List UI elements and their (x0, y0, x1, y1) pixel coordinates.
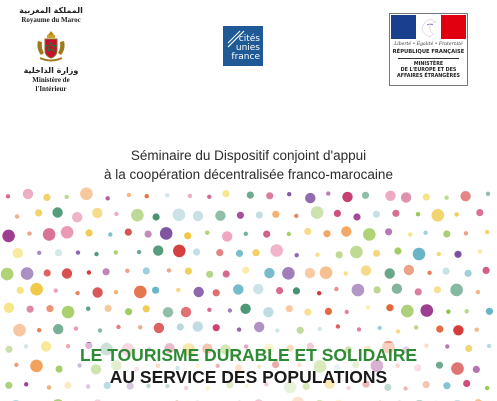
decorative-dot (13, 324, 26, 337)
decorative-dot (465, 309, 469, 313)
decorative-dot (401, 192, 411, 202)
decorative-dot (137, 250, 141, 254)
decorative-dot (177, 323, 184, 330)
decorative-dot (475, 328, 479, 332)
republique-motto: Liberté • Égalité • Fraternité (394, 42, 463, 47)
decorative-dot (443, 268, 450, 275)
decorative-dot (75, 291, 79, 295)
decorative-dot (336, 251, 343, 258)
moroccan-coat-of-arms-icon (34, 29, 68, 63)
decorative-dot (143, 267, 150, 274)
decorative-dot (454, 251, 461, 258)
decorative-dot (205, 231, 209, 235)
decorative-dot (446, 310, 450, 314)
decorative-dot (240, 304, 250, 314)
decorative-dot (427, 271, 431, 275)
decorative-dot (94, 252, 98, 256)
logo-royaume-du-maroc (18, 6, 84, 94)
decorative-dot (353, 213, 360, 220)
decorative-dot (37, 328, 41, 332)
decorative-dot (485, 230, 489, 234)
ministry-line: AFFAIRES ÉTRANGÈRES (397, 74, 460, 79)
decorative-dot (153, 213, 160, 220)
decorative-dot (54, 288, 58, 292)
decorative-dot (386, 304, 393, 311)
decorative-dot (160, 227, 173, 240)
decorative-dot (352, 284, 365, 297)
decorative-dot (92, 208, 102, 218)
decorative-dot (206, 271, 213, 278)
decorative-dot (15, 214, 19, 218)
decorative-dot (237, 327, 241, 331)
decorative-dot (318, 327, 322, 331)
decorative-dot (363, 228, 376, 241)
decorative-dot (401, 305, 414, 318)
maroc-arabic-ministry: وزارة الداخلية (23, 66, 79, 75)
decorative-dot (116, 325, 120, 329)
seminar-heading (0, 146, 497, 184)
ministry-line: MINISTÈRE (413, 62, 444, 67)
decorative-dot (173, 245, 186, 258)
decorative-dot (76, 250, 80, 254)
decorative-dot (72, 212, 82, 222)
decorative-dot (350, 246, 363, 259)
decorative-dot (98, 328, 102, 332)
decorative-dot (287, 232, 291, 236)
decorative-dot (125, 269, 129, 273)
decorative-dot (254, 322, 264, 332)
decorative-dot (62, 306, 75, 319)
logo-cites-unies-france (223, 26, 263, 66)
decorative-dot (108, 232, 112, 236)
decorative-dot (465, 270, 472, 277)
decorative-dot (125, 308, 132, 315)
decorative-dot (65, 195, 69, 199)
decorative-dot (92, 287, 102, 297)
decorative-dot (454, 212, 458, 216)
decorative-dot (423, 193, 430, 200)
decorative-dot (256, 211, 263, 218)
decorative-dot (43, 228, 56, 241)
decorative-dot (476, 290, 480, 294)
decorative-dot (460, 191, 470, 201)
decorative-dot (222, 190, 229, 197)
decorative-dot (46, 305, 53, 312)
decorative-dot (434, 286, 441, 293)
decorative-dot (153, 245, 163, 255)
decorative-dot (266, 192, 273, 199)
decorative-dot (476, 209, 483, 216)
decorative-dot (222, 231, 232, 241)
decorative-dot (264, 268, 274, 278)
decorative-dot (486, 192, 490, 196)
decorative-dot (134, 286, 147, 299)
decorative-dot (444, 196, 448, 200)
decorative-dot (125, 229, 132, 236)
decorative-dot (207, 195, 211, 199)
decorative-dot (432, 209, 445, 222)
decorative-dot (334, 210, 341, 217)
decorative-dot (27, 306, 34, 313)
decorative-dot (374, 286, 381, 293)
decorative-dot (408, 232, 412, 236)
decorative-dot (423, 231, 427, 235)
decorative-dot (341, 226, 351, 236)
decorative-dot (6, 194, 10, 198)
decorative-dot (55, 249, 62, 256)
cites-line1: cités (238, 34, 260, 44)
decorative-dot (443, 230, 450, 237)
decorative-dot (181, 307, 191, 317)
decorative-dot (294, 214, 298, 218)
decorative-dot (293, 287, 300, 294)
decorative-dot (163, 307, 173, 317)
decorative-dot (287, 192, 291, 196)
decorative-dot (154, 323, 164, 333)
maroc-arabic-title: المملكة المغربية (19, 6, 83, 15)
decorative-dot (13, 248, 23, 258)
decorative-dot (213, 324, 220, 331)
decorative-dot (378, 326, 382, 330)
decorative-dot (336, 324, 340, 328)
decorative-dot (421, 304, 434, 317)
decorative-dot (131, 209, 144, 222)
decorative-dot (43, 194, 50, 201)
decorative-dot (23, 189, 33, 199)
decorative-dot (103, 268, 110, 275)
decorative-dot (373, 250, 380, 257)
decorative-dot (215, 211, 225, 221)
decorative-dot (237, 212, 244, 219)
decorative-dot (317, 291, 321, 295)
decorative-dot (342, 192, 352, 202)
ministry-line: DE L'EUROPE ET DES (400, 68, 457, 73)
seminar-line1: Séminaire du Dispositif conjoint d'appui (130, 148, 367, 163)
decorative-dot (311, 206, 324, 219)
decorative-dot (394, 247, 401, 254)
decorative-dot (320, 266, 333, 279)
decorative-dot (21, 267, 34, 280)
decorative-dot (373, 211, 380, 218)
decorative-dot (53, 324, 63, 334)
decorative-dot (270, 244, 283, 257)
decorative-dot (247, 192, 254, 199)
decorative-dot (85, 229, 92, 236)
decorative-dot (35, 209, 42, 216)
decorative-dot (193, 321, 203, 331)
title-line-1: LE TOURISME DURABLE ET SOLIDAIRE (79, 345, 418, 365)
decorative-dot (414, 325, 418, 329)
decorative-dot (27, 231, 31, 235)
decorative-dot (185, 268, 192, 275)
decorative-dot (244, 232, 248, 236)
decorative-dot (275, 328, 279, 332)
decorative-dot (143, 305, 150, 312)
decorative-dot (145, 194, 149, 198)
decorative-dot (478, 249, 482, 253)
decorative-dot (223, 270, 230, 277)
decorative-dot (236, 250, 243, 257)
cites-line3: france (231, 52, 260, 62)
decorative-dot (105, 305, 112, 312)
decorative-dot (326, 191, 330, 195)
decorative-dot (437, 252, 441, 256)
decorative-dot (315, 253, 319, 257)
decorative-dot (392, 284, 402, 294)
decorative-dot (453, 325, 463, 335)
decorative-dot (80, 188, 93, 201)
decorative-dot (213, 289, 220, 296)
decorative-dot (2, 230, 15, 243)
decorative-dot (286, 305, 293, 312)
decorative-dot (114, 250, 118, 254)
decorative-dot (145, 231, 152, 238)
decorative-dot (385, 228, 392, 235)
decorative-dot (436, 326, 443, 333)
decorative-dot (176, 288, 180, 292)
decorative-dot (334, 287, 338, 291)
decorative-dot (276, 287, 283, 294)
decorative-dot (297, 327, 304, 334)
marianne-flag-icon (391, 15, 466, 39)
decorative-dot (184, 232, 191, 239)
decorative-dot (1, 268, 14, 281)
republique-divider (398, 58, 459, 59)
decorative-dot (362, 192, 369, 199)
decorative-dot (305, 268, 315, 278)
decorative-dot (385, 268, 395, 278)
decorative-dot (30, 283, 43, 296)
decorative-dot (450, 284, 463, 297)
decorative-dot (295, 253, 299, 257)
decorative-dot (152, 287, 159, 294)
decorative-dot (194, 287, 204, 297)
title-line-2: AU SERVICE DES POPULATIONS (109, 367, 388, 387)
decorative-dot (357, 327, 361, 331)
decorative-dot (114, 212, 118, 216)
decorative-dot (167, 268, 171, 272)
decorative-dot (62, 268, 72, 278)
decorative-dot (413, 248, 426, 261)
decorative-dot (361, 265, 371, 275)
decorative-dot (242, 267, 249, 274)
decorative-dot (345, 310, 349, 314)
decorative-dot (263, 231, 270, 238)
decorative-dot (385, 191, 395, 201)
decorative-dot (253, 284, 263, 294)
decorative-dot (233, 284, 243, 294)
decorative-dot (305, 193, 315, 203)
decorative-dot (37, 251, 41, 255)
decorative-dot (304, 228, 311, 235)
decorative-dot (52, 207, 62, 217)
decorative-dot (193, 211, 203, 221)
decorative-dot (127, 193, 131, 197)
seminar-line2: à la coopération décentralisée franco-marocaine (104, 167, 393, 182)
logo-republique-francaise (389, 13, 468, 86)
decorative-dot (207, 308, 211, 312)
decorative-dot (323, 230, 330, 237)
ministry-name (392, 62, 465, 80)
decorative-dot (44, 269, 51, 276)
decorative-dot (193, 248, 200, 255)
decorative-dot (173, 209, 186, 222)
decorative-dot (4, 303, 14, 313)
republique-name: RÉPUBLIQUE FRANÇAISE (392, 49, 465, 55)
decorative-dot (87, 270, 91, 274)
decorative-dot (344, 271, 348, 275)
decorative-dot (392, 210, 399, 217)
decorative-dot (366, 305, 370, 309)
maroc-french-title: Royaume du Maroc (21, 16, 81, 24)
decorative-dot (114, 290, 118, 294)
decorative-dot (228, 308, 232, 312)
decorative-dot (282, 267, 295, 280)
cites-line2: unies (235, 43, 260, 53)
decorative-dot (263, 307, 273, 317)
decorative-dot (325, 308, 332, 315)
decorative-dot (86, 307, 90, 311)
decorative-dot (272, 211, 279, 218)
decorative-dot (61, 226, 74, 239)
decorative-dot (464, 231, 468, 235)
decorative-dot (17, 287, 24, 294)
decorative-dot (106, 196, 110, 200)
decorative-dot (216, 249, 223, 256)
decorative-dot (165, 193, 169, 197)
decorative-dot (304, 309, 311, 316)
decorative-dot (188, 194, 192, 198)
decorative-dot (486, 308, 493, 315)
decorative-dot (252, 249, 259, 256)
decorative-dot (415, 288, 422, 295)
decorative-dot (138, 325, 142, 329)
decorative-dot (416, 212, 420, 216)
decorative-dot (396, 329, 400, 333)
decorative-dot (74, 326, 78, 330)
maroc-french-ministry: Ministère de l'Intérieur (32, 76, 70, 93)
decorative-dot (483, 267, 490, 274)
decorative-dot (404, 265, 414, 275)
